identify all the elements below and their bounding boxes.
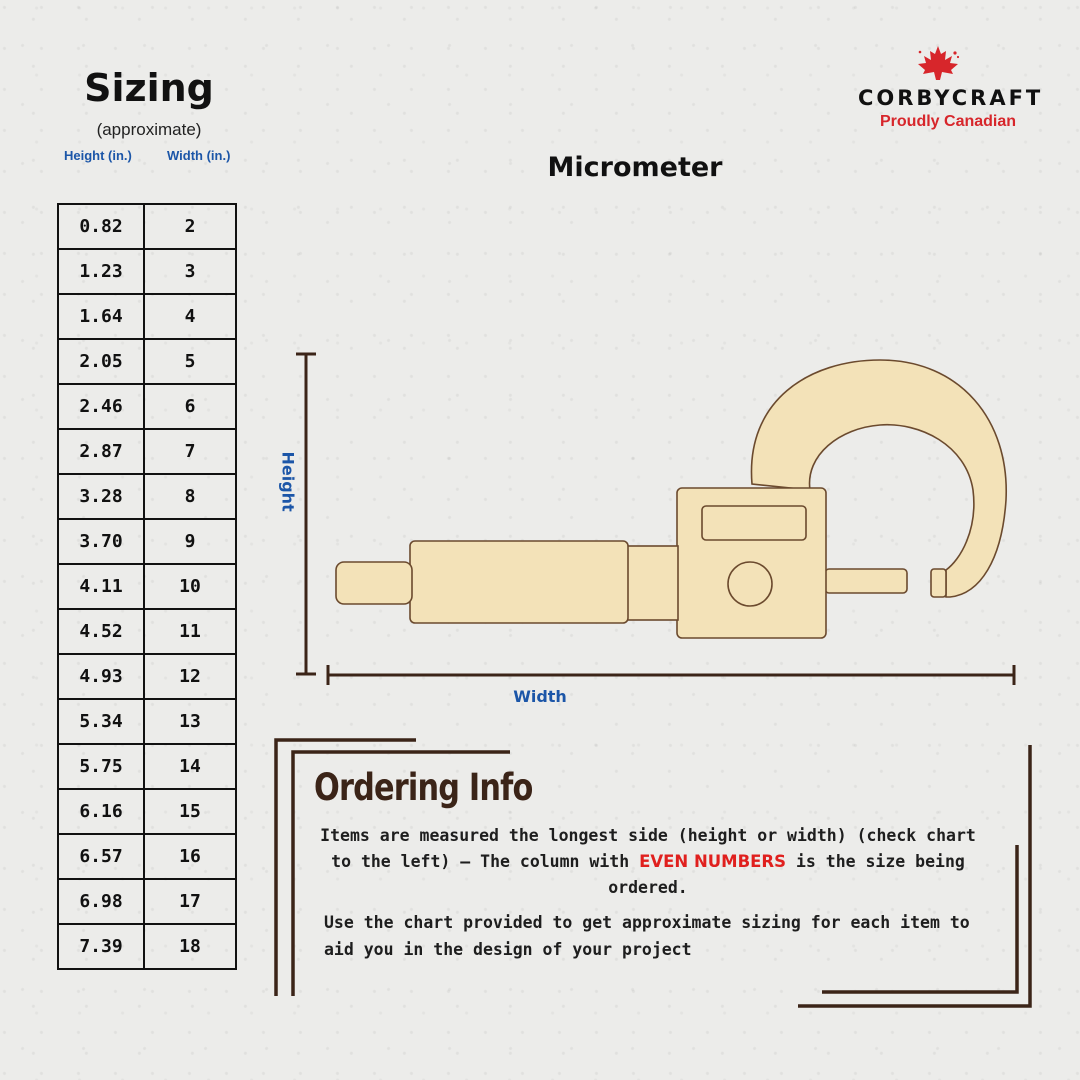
width-label: Width [513, 687, 567, 706]
height-cell: 2.05 [58, 339, 144, 384]
height-cell: 6.16 [58, 789, 144, 834]
height-cell: 6.57 [58, 834, 144, 879]
height-cell: 4.93 [58, 654, 144, 699]
brand-name: CORBYCRAFT [858, 86, 1044, 110]
sizing-subtitle: (approximate) [96, 120, 202, 139]
even-numbers-highlight: EVEN NUMBERS [639, 852, 787, 871]
width-cell: 18 [144, 924, 236, 969]
width-cell: 9 [144, 519, 236, 564]
ordering-text-chart: Use the chart provided to get approximate sizing for each item to aid you in the design of your project [324, 913, 970, 959]
ordering-text-part2: is the size being ordered. [608, 852, 965, 897]
height-cell: 3.28 [58, 474, 144, 519]
height-cell: 6.98 [58, 879, 144, 924]
width-cell: 12 [144, 654, 236, 699]
width-cell: 8 [144, 474, 236, 519]
width-cell: 3 [144, 249, 236, 294]
sizing-title: Sizing [84, 66, 214, 110]
width-cell: 17 [144, 879, 236, 924]
height-cell: 5.34 [58, 699, 144, 744]
height-cell: 3.70 [58, 519, 144, 564]
width-cell: 14 [144, 744, 236, 789]
width-column-header: Width (in.) [167, 148, 231, 163]
width-cell: 7 [144, 429, 236, 474]
height-label: Height [278, 451, 298, 512]
height-cell: 7.39 [58, 924, 144, 969]
width-cell: 16 [144, 834, 236, 879]
height-cell: 1.23 [58, 249, 144, 294]
width-cell: 5 [144, 339, 236, 384]
height-cell: 4.52 [58, 609, 144, 654]
width-cell: 15 [144, 789, 236, 834]
width-cell: 4 [144, 294, 236, 339]
height-column-header: Height (in.) [64, 148, 132, 163]
product-title: Micrometer [547, 152, 723, 183]
height-cell: 0.82 [58, 204, 144, 249]
height-cell: 5.75 [58, 744, 144, 789]
height-cell: 1.64 [58, 294, 144, 339]
width-cell: 13 [144, 699, 236, 744]
height-cell: 2.46 [58, 384, 144, 429]
ordering-text-part1: Items are measured the longest side (height or width) (check chart to the left) – The column with [320, 826, 976, 871]
width-cell: 2 [144, 204, 236, 249]
width-cell: 6 [144, 384, 236, 429]
height-cell: 2.87 [58, 429, 144, 474]
width-cell: 10 [144, 564, 236, 609]
ordering-title: Ordering Info [314, 766, 533, 809]
height-cell: 4.11 [58, 564, 144, 609]
ordering-text-measure [318, 823, 978, 901]
brand-tagline: Proudly Canadian [880, 113, 1017, 130]
width-cell: 11 [144, 609, 236, 654]
